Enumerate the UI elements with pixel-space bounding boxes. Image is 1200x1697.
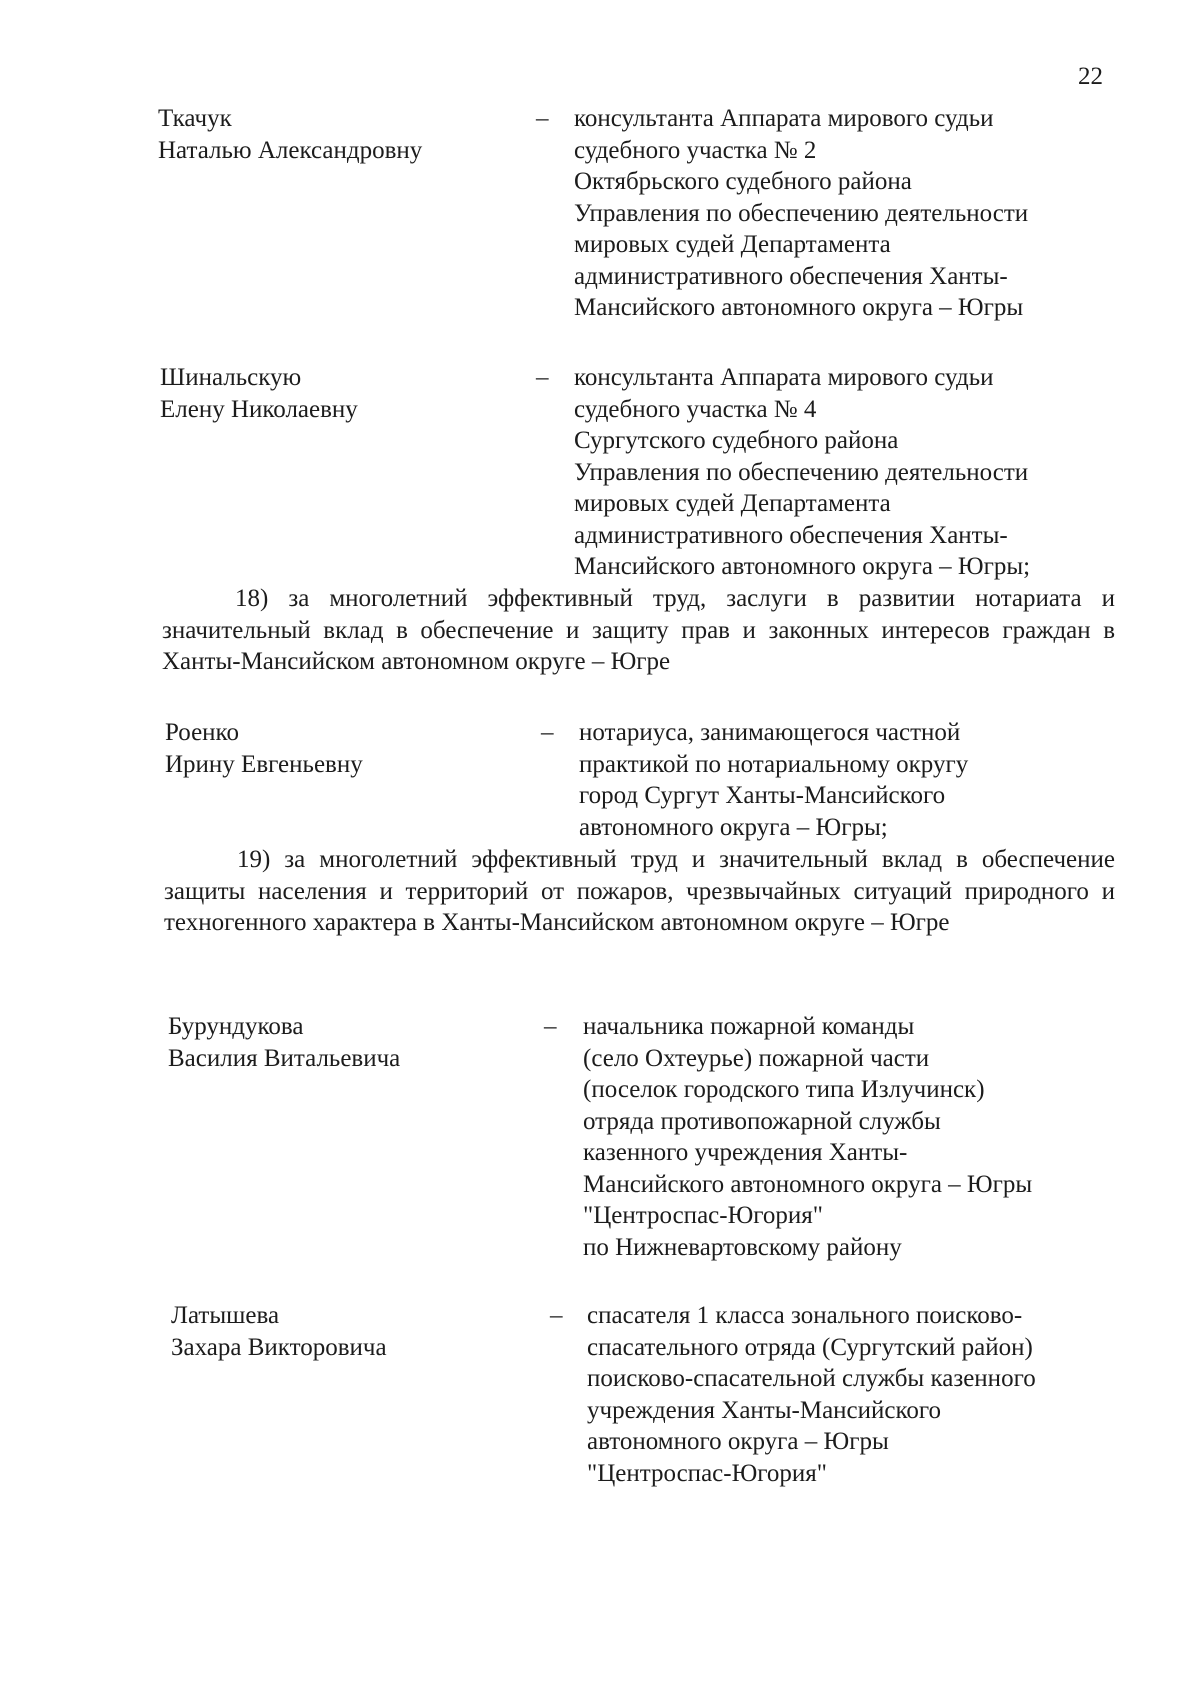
position-line: мировых судей Департамента	[574, 231, 891, 258]
recipient-surname: Шинальскую	[160, 364, 302, 391]
position-line: "Центроспас-Югория"	[583, 1202, 823, 1229]
position-line: мировых судей Департамента	[574, 490, 891, 517]
award-entry	[171, 1300, 1111, 1490]
position-line: отряда противопожарной службы	[583, 1107, 941, 1135]
award-category-paragraph	[164, 844, 1115, 939]
recipient-given-names: Захара Викторовича	[171, 1333, 387, 1361]
paragraph-text: 19) за многолетний эффективный труд и значительный вклад в обеспечение защиты населения и территорий от пожаров, чрезвычайных ситуаций природного и техногенного характера в Ханты-Мансийском автономном округе – Югре	[164, 846, 1115, 936]
recipient-position	[574, 103, 1028, 324]
position-line: консультанта Аппарата мирового судьи	[574, 364, 994, 391]
page-number: 22	[1078, 63, 1103, 90]
recipient-name	[158, 103, 422, 166]
award-entry	[158, 103, 1098, 325]
recipient-name	[165, 717, 363, 780]
entry-dash: –	[550, 1302, 563, 1329]
recipient-surname: Бурундукова	[168, 1013, 304, 1040]
recipient-given-names: Ирину Евгеньевну	[165, 750, 363, 778]
paragraph-text: 18) за многолетний эффективный труд, заслуги в развитии нотариата и значительный вклад в обеспечение и защиту прав и законных интересов граждан в Ханты-Мансийском автономном округе – Югре	[162, 585, 1115, 675]
position-line: административного обеспечения Ханты-	[574, 521, 1008, 549]
award-entry	[168, 1011, 1108, 1265]
position-line: Мансийского автономного округа – Югры;	[574, 553, 1031, 580]
recipient-given-names: Елену Николаевну	[160, 395, 358, 423]
position-line: спасателя 1 класса зонального поисково-	[587, 1302, 1023, 1329]
position-line: автономного округа – Югры;	[579, 813, 888, 841]
position-line: автономного округа – Югры	[587, 1428, 889, 1455]
recipient-surname: Роенко	[165, 719, 239, 746]
recipient-position	[583, 1011, 1032, 1263]
entry-dash: –	[544, 1013, 557, 1040]
entry-dash: –	[541, 719, 554, 746]
position-line: "Центроспас-Югория"	[587, 1459, 827, 1487]
award-entry	[160, 362, 1100, 584]
award-category-paragraph	[162, 583, 1115, 678]
recipient-given-names: Василия Витальевича	[168, 1044, 401, 1072]
position-line: административного обеспечения Ханты-	[574, 262, 1008, 290]
position-line: практикой по нотариальному округу	[579, 750, 969, 778]
position-line: Сургутского судебного района	[574, 427, 899, 454]
position-line: (село Охтеурье) пожарной части	[583, 1044, 930, 1072]
position-line: казенного учреждения Ханты-	[583, 1139, 908, 1166]
recipient-position	[579, 717, 968, 843]
position-line: город Сургут Ханты-Мансийского	[579, 782, 946, 809]
position-line: учреждения Ханты-Мансийского	[587, 1396, 942, 1424]
position-line: Октябрьского судебного района	[574, 168, 912, 195]
award-entry	[165, 717, 1105, 843]
recipient-position	[574, 362, 1030, 583]
recipient-position	[587, 1300, 1036, 1489]
entry-dash: –	[536, 105, 549, 132]
position-line: консультанта Аппарата мирового судьи	[574, 105, 994, 132]
position-line: по Нижневартовскому району	[583, 1233, 902, 1261]
position-line: Мансийского автономного округа – Югры	[574, 294, 1024, 321]
recipient-given-names: Наталью Александровну	[158, 136, 423, 164]
recipient-name	[160, 362, 358, 425]
recipient-name	[171, 1300, 387, 1363]
position-line: поисково-спасательной службы казенного	[587, 1365, 1036, 1392]
position-line: Мансийского автономного округа – Югры	[583, 1170, 1033, 1198]
recipient-name	[168, 1011, 400, 1074]
position-line: судебного участка № 4	[574, 395, 817, 423]
position-line: судебного участка № 2	[574, 136, 817, 164]
position-line: нотариуса, занимающегося частной	[579, 719, 961, 746]
position-line: (поселок городского типа Излучинск)	[583, 1076, 985, 1103]
position-line: спасательного отряда (Сургутский район)	[587, 1333, 1033, 1361]
position-line: Управления по обеспечению деятельности	[574, 458, 1029, 486]
recipient-surname: Ткачук	[158, 105, 232, 132]
entry-dash: –	[536, 364, 549, 391]
position-line: Управления по обеспечению деятельности	[574, 199, 1029, 227]
position-line: начальника пожарной команды	[583, 1013, 915, 1040]
recipient-surname: Латышева	[171, 1302, 280, 1329]
